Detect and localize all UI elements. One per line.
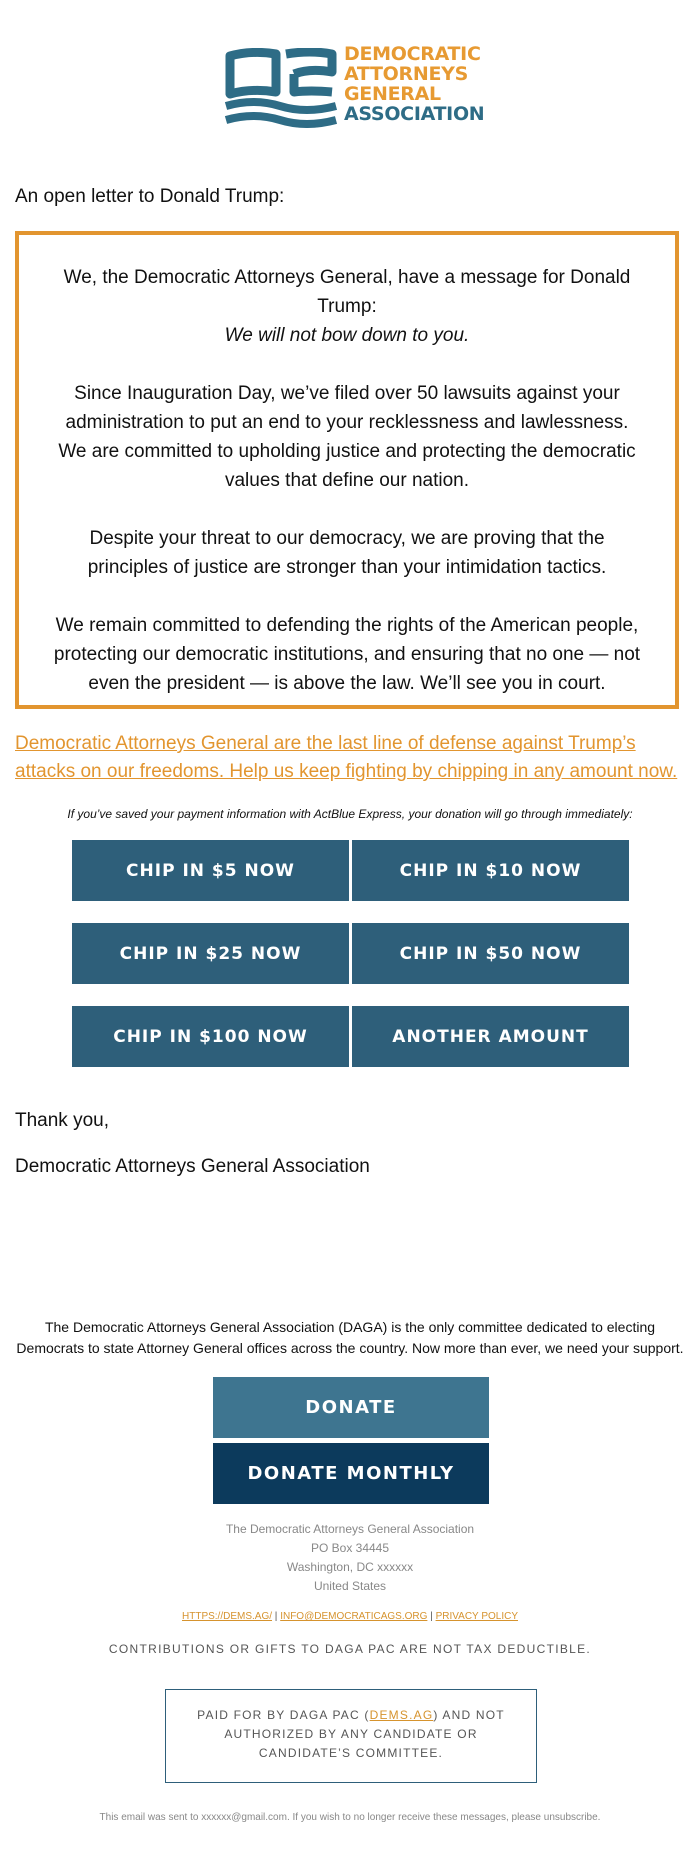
daga-flag-icon <box>224 48 338 128</box>
another-amount-button[interactable]: ANOTHER AMOUNT <box>352 1006 629 1067</box>
letter-p1-emphasis: We will not bow down to you. <box>224 325 470 346</box>
letter-paragraph-2: Since Inauguration Day, we’ve filed over 50 lawsuits against your administration to put an end to your recklessness and lawlessness. We are committed to upholding justice and protecting the democratic values that define our nation. <box>58 383 636 491</box>
paid-for-disclaimer <box>165 1689 537 1783</box>
closing-thanks: Thank you, <box>15 1110 109 1131</box>
chip-in-50-button[interactable]: CHIP IN $50 NOW <box>352 923 629 984</box>
unsubscribe-note[interactable]: This email was sent to xxxxxx@gmail.com. If you wish to no longer receive these messages, please unsubscribe. <box>99 1812 601 1823</box>
donate-button[interactable]: DONATE <box>213 1377 489 1438</box>
email-link[interactable]: INFO@DEMOCRATICAGS.ORG <box>280 1611 428 1622</box>
chip-in-25-button[interactable]: CHIP IN $25 NOW <box>72 923 349 984</box>
intro-heading: An open letter to Donald Trump: <box>15 186 285 207</box>
link-separator: | <box>430 1611 433 1622</box>
tax-deductible-note: CONTRIBUTIONS OR GIFTS TO DAGA PAC ARE NOT TAX DEDUCTIBLE. <box>108 1642 592 1656</box>
footer-links <box>0 1611 700 1622</box>
logo-line-2: ATTORNEYS <box>344 63 468 85</box>
actblue-express-note: If you’ve saved your payment information with ActBlue Express, your donation will go through immediately: <box>67 807 633 821</box>
donate-monthly-button[interactable]: DONATE MONTHLY <box>213 1443 489 1504</box>
letter-paragraph-4: We remain committed to defending the rights of the American people, protecting our democratic institutions, and ensuring that no one — not even the president — is above the law. We’ll see you in court. <box>53 615 641 694</box>
website-link[interactable]: HTTPS://DEMS.AG/ <box>182 1611 273 1622</box>
link-separator: | <box>274 1611 278 1622</box>
daga-logo[interactable] <box>224 43 485 134</box>
letter-paragraph-1 <box>49 263 645 350</box>
address-country: United States <box>313 1579 387 1593</box>
mailing-address <box>0 1520 700 1596</box>
dems-ag-link[interactable]: DEMS.AG <box>369 1708 434 1722</box>
open-letter-box <box>15 231 679 709</box>
logo-wordmark <box>344 44 484 124</box>
logo-line-4: ASSOCIATION <box>344 103 485 125</box>
donate-cta-link[interactable]: Democratic Attorneys General are the last line of defense against Trump’s attacks on our freedoms. Help us keep fighting by chipping in any amount now. <box>15 733 678 782</box>
paid-for-prefix: PAID FOR BY DAGA PAC ( <box>197 1708 370 1722</box>
address-city: Washington, DC xxxxxx <box>286 1560 414 1574</box>
closing-signature: Democratic Attorneys General Association <box>15 1156 370 1177</box>
letter-paragraph-3: Despite your threat to our democracy, we are proving that the principles of justice are stronger than your intimidation tactics. <box>87 528 607 578</box>
privacy-policy-link[interactable]: PRIVACY POLICY <box>435 1611 518 1622</box>
address-org: The Democratic Attorneys General Association <box>225 1522 475 1536</box>
footer-about-line-1: The Democratic Attorneys General Association (DAGA) is the only committee dedicated to electing <box>44 1319 656 1335</box>
address-box: PO Box 34445 <box>310 1541 390 1555</box>
paid-for-suffix: ) AND NOT AUTHORIZED BY ANY CANDIDATE OR CANDIDATE’S COMMITTEE. <box>224 1708 505 1760</box>
footer-about-text <box>0 1317 700 1359</box>
footer-about-line-2: Democrats to state Attorney General offices across the country. Now more than ever, we need your support. <box>16 1340 684 1356</box>
chip-in-5-button[interactable]: CHIP IN $5 NOW <box>72 840 349 901</box>
letter-p1-line: We, the Democratic Attorneys General, have a message for Donald Trump: <box>63 267 631 317</box>
chip-in-10-button[interactable]: CHIP IN $10 NOW <box>352 840 629 901</box>
chip-in-100-button[interactable]: CHIP IN $100 NOW <box>72 1006 349 1067</box>
logo-line-3: GENERAL <box>344 83 441 105</box>
logo-line-1: DEMOCRATIC <box>344 43 481 65</box>
